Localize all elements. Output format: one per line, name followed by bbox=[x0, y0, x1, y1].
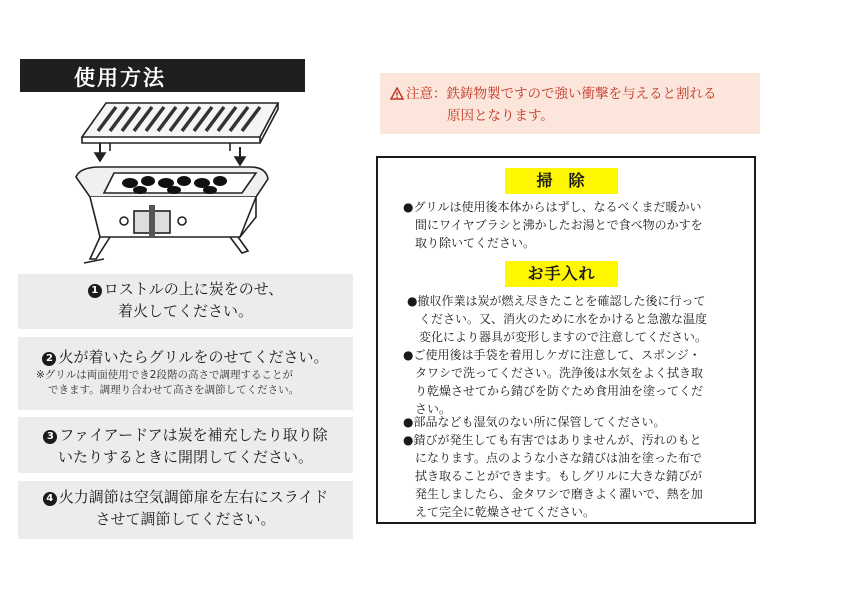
step-number-badge: 1 bbox=[88, 284, 102, 298]
caution-text: 注意：鉄鋳物製ですので強い衝撃を与えると割れる bbox=[406, 86, 717, 102]
grill-illustration bbox=[70, 97, 295, 277]
step-3 bbox=[18, 417, 353, 473]
step-number-badge: 3 bbox=[43, 430, 57, 444]
cleaning-paragraph: ●グリルは使用後本体からはずし、なるべくまだ暖かい 間にワイヤブラシと沸かしたお湯とで食べ物のかすを 取り除いてください。 bbox=[403, 200, 703, 250]
usage-title: 使用方法 bbox=[74, 66, 166, 90]
warning-triangle-icon bbox=[390, 86, 406, 106]
step-text: ファイアードアは炭を補充したり取り除 bbox=[59, 426, 328, 444]
step-text: させて調節してください。 bbox=[95, 510, 276, 528]
step-2 bbox=[18, 337, 353, 410]
step-note: できます。調理り合わせて高さを調節してください。 bbox=[48, 384, 300, 396]
step-note: ※グリルは両面使用でき2段階の高さで調理することが bbox=[36, 369, 293, 381]
care-item: ●錆びが発生しても有害ではありませんが、汚れのもと になります。点のような小さな錆びは油を塗った布で 拭き取ることができます。もしグリルに大きな錆びが 発生しましたら、金タワシで磨きよく濯いで、熱を加 えて完全に乾燥させてください。 bbox=[403, 433, 703, 519]
step-number-badge: 4 bbox=[43, 492, 57, 506]
step-text: 火が着いたらグリルをのせてください。 bbox=[58, 348, 329, 366]
caution-box bbox=[380, 73, 760, 134]
step-text: ロストルの上に炭をのせ、 bbox=[103, 280, 284, 298]
care-item: ●ご使用後は手袋を着用しケガに注意して、スポンジ・ タワシで洗ってください。洗浄後は水気をよく拭き取 り乾燥させてから錆びを防ぐため食用油を塗ってくだ さい。 bbox=[403, 348, 704, 416]
care-heading: お手入れ bbox=[505, 261, 618, 287]
caution-text: 原因となります。 bbox=[447, 108, 554, 124]
step-text: いたりするときに開閉してください。 bbox=[57, 448, 313, 466]
cleaning-heading: 掃除 bbox=[505, 168, 618, 194]
step-text: 着火してください。 bbox=[117, 302, 253, 320]
step-number-badge: 2 bbox=[42, 352, 56, 366]
care-item: ●撤収作業は炭が燃え尽きたことを確認した後に行って ください。又、消火のために水をかけると急激な温度 変化により器具が変形しますので注意してください。 bbox=[407, 294, 708, 344]
step-text: 火力調節は空気調節扉を左右にスライド bbox=[58, 488, 329, 506]
usage-title-bar bbox=[20, 59, 305, 92]
step-1 bbox=[18, 274, 353, 329]
step-4 bbox=[18, 481, 353, 539]
care-item: ●部品なども湿気のない所に保管してください。 bbox=[403, 415, 666, 429]
maintenance-box bbox=[376, 156, 756, 524]
